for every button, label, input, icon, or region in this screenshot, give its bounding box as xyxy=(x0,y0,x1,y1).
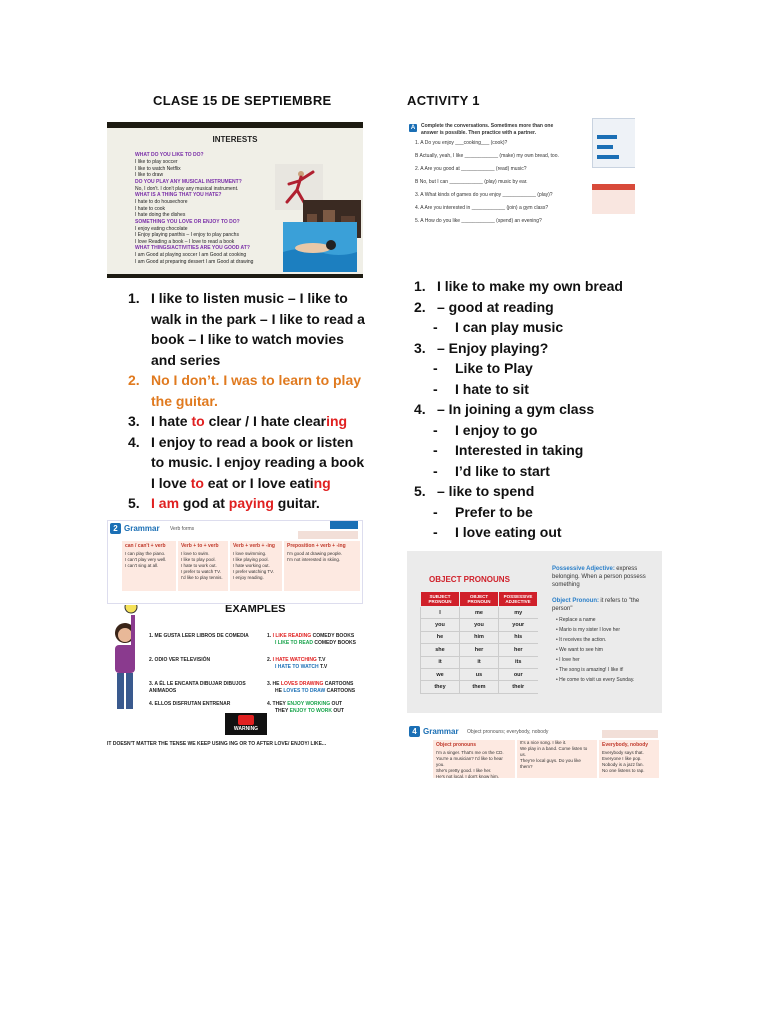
pronoun-bullet: • The song is amazing! I like it! xyxy=(556,667,624,673)
grammar-box-line: He's not local. I don't know him. xyxy=(436,774,499,779)
grammar-box-line: I hate to work out. xyxy=(181,563,217,568)
list-number: - xyxy=(433,462,438,479)
pronoun-cell: they xyxy=(421,681,460,693)
grammar2-number: 4 xyxy=(409,726,420,737)
grammar-box-line: They're local guys. Do you like them? xyxy=(520,758,581,769)
interests-answer: No, I don't. I don't play any musical instrument. xyxy=(135,185,239,192)
list-text xyxy=(151,372,361,388)
grammar-box-heading: Verb + to + verb xyxy=(181,543,219,549)
grammar-box-line: It's a nice song. I like it. xyxy=(520,740,567,745)
activity-letter: A xyxy=(410,125,416,131)
grammar-box-line: I enjoy reading. xyxy=(233,575,264,580)
pronoun-cell: she xyxy=(421,644,460,656)
list-text: I love eating out xyxy=(455,524,562,540)
grammar-box xyxy=(284,541,360,591)
interests-answer: I Enjoy playing panthis – I enjoy to play panchs xyxy=(135,232,239,238)
list-segment: guitar. xyxy=(273,495,320,511)
list-number: 2. xyxy=(128,372,140,388)
list-text: – like to spend xyxy=(437,483,535,499)
interests-answer: I like to watch Netflix xyxy=(135,165,181,172)
interests-answer: I like to play soccer xyxy=(135,159,178,165)
pronoun-cell: it xyxy=(460,656,499,668)
example-segment: I HATE TO WATCH xyxy=(275,663,319,670)
grammar-box xyxy=(230,541,282,591)
list-segment: to xyxy=(190,474,204,491)
interests-question: WHAT DO YOU LIKE TO DO? xyxy=(135,152,204,158)
obj-label: Object Pronoun: xyxy=(552,598,599,604)
grammar-box-line: You're a musician? I'd like to hear you. xyxy=(436,756,503,767)
list-text: Interested in taking xyxy=(455,442,584,458)
grammar-box-line: I'm good at drawing people. xyxy=(287,551,343,556)
grammar-extra-practice xyxy=(298,531,358,539)
grammar-box-line: No one listens to rap. xyxy=(602,768,645,773)
right-heading: ACTIVITY 1 xyxy=(407,93,480,108)
grammar-box xyxy=(122,541,176,591)
grammar-box-line: Everyone I like pop. xyxy=(602,756,642,761)
list-text: Like to Play xyxy=(455,360,533,376)
pronoun-cell: her xyxy=(499,644,538,656)
pronoun-cell: you xyxy=(460,619,499,631)
example-english xyxy=(267,681,363,694)
pronoun-row xyxy=(421,656,538,668)
grammar-box-line: We play in a band. Come listen to us. xyxy=(520,746,588,757)
list-number: 5. xyxy=(414,483,426,499)
grammar2-title: Grammar xyxy=(423,727,459,736)
grammar-verb-forms-image xyxy=(107,520,363,604)
example-english xyxy=(267,657,363,670)
list-segment: I hate xyxy=(151,413,192,429)
example-segment: LOVES DRAWING xyxy=(280,681,324,687)
activity-image xyxy=(407,118,635,263)
list-segment: clear / I hate clear xyxy=(204,413,327,429)
interests-question: SOMETHING YOU LOVE OR ENJOY TO DO? xyxy=(135,218,240,225)
right-list-item xyxy=(393,317,693,338)
right-list-item xyxy=(393,461,693,482)
pronoun-cell: us xyxy=(460,668,499,680)
left-heading: CLASE 15 DE SEPTIEMBRE xyxy=(153,93,332,108)
activity-line: 2. A Are you good at ____________ (read) music? xyxy=(415,166,527,172)
right-list-item xyxy=(393,399,693,420)
pronoun-bullet: • Mario is my sister I love her xyxy=(556,627,620,633)
warning-sign xyxy=(225,713,267,735)
list-segment: ing xyxy=(326,413,348,429)
interests-lines xyxy=(135,152,285,265)
grammar-box-line: I can play the piano. xyxy=(125,551,166,556)
activity-lines xyxy=(415,140,575,231)
list-number: 2. xyxy=(414,298,426,315)
interests-answer: I enjoy eating chocolate xyxy=(135,225,188,232)
activity-instruction: Complete the conversations. Sometimes more than one answer is possible. Then practice with a partner. xyxy=(421,123,554,136)
left-list-item xyxy=(107,411,377,432)
grammar-box-line: I hate working out. xyxy=(233,563,270,568)
pronoun-row xyxy=(421,619,538,631)
pronoun-bullet: • He come to visit us every Sunday. xyxy=(556,677,635,683)
interests-question: WHAT THINGS/ACTIVITIES ARE YOU GOOD AT? xyxy=(135,245,250,251)
pronoun-bullet: • We want to see him xyxy=(556,647,603,653)
list-segment: eat or I love eati xyxy=(203,474,314,491)
obj-text: it refers to "the person" xyxy=(552,598,640,612)
list-continuation: walk in the park – I like to read a xyxy=(151,310,365,327)
example-segment: CARTOONS xyxy=(325,687,356,694)
list-text: I like to make my own bread xyxy=(437,278,623,294)
left-list-item xyxy=(107,370,377,411)
pronoun-cell: his xyxy=(499,631,538,643)
example-segment: I HATE WATCHING xyxy=(272,657,317,663)
pronoun-bullet: • It receives the action. xyxy=(556,637,607,643)
interests-image xyxy=(107,122,363,278)
list-segment: god at xyxy=(179,495,229,511)
activity-line: 3. A What kinds of games do you enjoy ____________ (play)? xyxy=(415,192,553,198)
example-spanish: 4. ELLOS DISFRUTAN ENTRENAR xyxy=(149,701,231,707)
pronoun-cell: me xyxy=(460,607,499,619)
activity-line: 1. A Do you enjoy ___cooking___ (cook)? xyxy=(415,140,508,146)
list-segment: I enjoy to read a book or listen xyxy=(151,433,354,450)
list-text: – Enjoy playing? xyxy=(437,339,549,356)
right-list-item xyxy=(393,481,693,502)
list-segment: I am xyxy=(151,495,180,511)
grammar-box xyxy=(517,740,597,778)
pronoun-cell: him xyxy=(460,631,499,643)
pronouns-title: OBJECT PRONOUNS xyxy=(429,575,510,584)
list-text xyxy=(151,290,348,306)
example-segment: COMEDY BOOKS xyxy=(312,639,356,646)
list-segment: I like to listen music – I like to xyxy=(151,290,348,306)
list-continuation: the guitar. xyxy=(151,392,218,409)
list-number: 1. xyxy=(128,290,140,306)
list-text: – good at reading xyxy=(437,298,554,315)
pronoun-row xyxy=(421,668,538,680)
left-list-item xyxy=(107,288,377,370)
pronoun-cell: you xyxy=(421,619,460,631)
list-number: 1. xyxy=(414,278,426,294)
activity-line: 4. A Are you interested in ____________ (join) a gym class? xyxy=(415,205,549,211)
grammar-box-line: I like to play pool. xyxy=(181,557,216,562)
list-number: 4. xyxy=(414,401,426,417)
example-spanish: 1. ME GUSTA LEER LIBROS DE COMEDIA xyxy=(149,633,249,639)
list-continuation: to music. I enjoy reading a book xyxy=(151,454,365,470)
grammar-number: 2 xyxy=(110,523,121,534)
pronoun-cell: he xyxy=(421,631,460,643)
right-answer-list xyxy=(393,276,693,543)
example-segment: 1. xyxy=(267,633,273,639)
activity-line: B Actually, yeah, I like ____________ (make) my own bread, too. xyxy=(415,153,559,159)
grammar-box-line: Nobody is a jazz fan. xyxy=(602,762,644,767)
grammar-box-line: I love swimming. xyxy=(233,551,267,556)
example-segment: COMEDY BOOKS xyxy=(311,633,355,639)
pronoun-bullet: • I love her xyxy=(556,657,580,663)
right-list-item xyxy=(393,440,693,461)
pronoun-cell: its xyxy=(499,656,538,668)
grammar-box-line: I prefer to watch TV. xyxy=(181,569,222,574)
grammar-box-line: She's pretty good. I like her. xyxy=(436,768,492,773)
example-segment: 2. xyxy=(267,657,273,663)
grammar-box-heading: Verb + verb + -ing xyxy=(233,543,275,549)
grammar-box-line: I'm a singer. That's me on the CD. xyxy=(436,750,504,755)
grammar-box-heading: Preposition + verb + -ing xyxy=(287,543,346,549)
example-segment: THEY xyxy=(275,707,290,714)
right-list-item xyxy=(393,297,693,318)
interests-question: WHAT IS A THING THAT YOU HATE? xyxy=(135,192,222,198)
grammar2-subtitle: Object pronouns; everybody, nobody xyxy=(467,729,549,735)
interests-answer: I hate doing the dishes xyxy=(135,212,186,218)
examples-image xyxy=(107,605,363,751)
example-segment: 4. THEY xyxy=(267,701,288,707)
list-number: - xyxy=(433,442,438,458)
example-segment: I LIKE READING xyxy=(272,633,312,639)
list-continuation: book – I like to watch movies xyxy=(151,331,344,347)
example-segment: CARTOONS xyxy=(323,681,354,687)
examples-footer: IT DOESN'T MATTER THE TENSE WE KEEP USING ING OR TO AFTER LOVE/ ENJOY/ LIKE... xyxy=(107,741,327,747)
example-segment: I LIKE TO READ xyxy=(275,639,313,646)
right-list-item xyxy=(393,338,693,359)
list-number: - xyxy=(433,421,438,438)
pronoun-cell: it xyxy=(421,656,460,668)
example-segment: OUT xyxy=(331,707,344,714)
right-list-item xyxy=(393,276,693,297)
grammar-box xyxy=(178,541,228,591)
pronoun-cell: her xyxy=(460,644,499,656)
interests-question: DO YOU PLAY ANY MUSICAL INSTRUMENT? xyxy=(135,178,242,185)
interests-answer: I am Good at preparing dessert I am Good at drawing xyxy=(135,258,254,265)
left-answer-list xyxy=(107,288,377,514)
grammar-box-line: I'm not interested in skiing. xyxy=(287,557,341,562)
pronoun-header: SUBJECT PRONOUN xyxy=(421,592,460,607)
list-number: - xyxy=(433,524,438,540)
interests-answer: I love Reading a book – I love to read a book xyxy=(135,238,235,245)
poss-text: express belonging. When a person possess something xyxy=(552,566,646,588)
grammar-box xyxy=(599,740,659,778)
example-spanish: 2. ODIO VER TELEVISIÓN xyxy=(149,657,211,663)
list-number: 3. xyxy=(128,413,140,429)
list-number: - xyxy=(433,319,438,335)
list-text xyxy=(151,413,347,429)
right-list-item xyxy=(393,522,693,543)
avatar-figure xyxy=(107,605,143,719)
example-segment: ENJOY WORKING xyxy=(287,701,331,707)
grammar-title: Grammar xyxy=(124,524,160,533)
activity-side-box-2 xyxy=(592,184,635,214)
right-list-item xyxy=(393,502,693,523)
pronoun-cell: our xyxy=(499,668,538,680)
list-text: I can play music xyxy=(455,319,564,335)
warning-label: WARNING xyxy=(233,726,259,732)
pronoun-cell: I xyxy=(421,607,460,619)
list-number: 4. xyxy=(128,433,140,450)
interests-answer: I am Good at playing soccer I am Good at cooking xyxy=(135,252,247,258)
list-segment: ng xyxy=(313,474,331,491)
grammar-box-line: I'd like to play tennis. xyxy=(181,575,223,580)
pronoun-cell: my xyxy=(499,607,538,619)
example-line xyxy=(267,708,363,715)
pronoun-cell: them xyxy=(460,681,499,693)
interests-answer: I hate to do housechore xyxy=(135,199,188,205)
pronoun-cell: their xyxy=(499,681,538,693)
grammar-box-heading: Object pronouns xyxy=(436,742,476,748)
grammar-box-line: I can't play very well. xyxy=(125,557,167,562)
example-line xyxy=(267,640,363,647)
list-segment: to xyxy=(191,413,205,429)
left-list-item xyxy=(107,493,377,514)
interests-title: INTERESTS xyxy=(212,135,258,144)
list-text: Prefer to be xyxy=(455,503,533,520)
pronouns-notes xyxy=(552,565,660,687)
grammar-box-line: I prefer watching TV. xyxy=(233,569,275,574)
grammar-box-line: Everybody says that. xyxy=(602,750,644,755)
example-spanish: 3. A ÉL LE ENCANTA DIBUJAR DIBUJOS ANIMADOS xyxy=(149,681,246,694)
object-pronouns-image xyxy=(407,551,662,713)
list-number: - xyxy=(433,360,438,376)
poss-label: Possessive Adjective: xyxy=(552,566,615,572)
example-segment: OUT xyxy=(330,701,343,707)
activity-side-box xyxy=(592,118,635,168)
right-list-item xyxy=(393,379,693,400)
example-segment: T.V xyxy=(318,663,328,670)
list-text xyxy=(151,495,320,511)
pronoun-row xyxy=(421,644,538,656)
grammar-box xyxy=(433,740,515,778)
list-text: I hate to sit xyxy=(455,380,529,397)
right-list-item xyxy=(393,358,693,379)
list-segment: I love xyxy=(151,474,191,491)
example-segment: ENJOY TO WORK xyxy=(289,707,332,714)
interests-answer: I hate to cook xyxy=(135,205,166,212)
grammar-box-line: I can't sing at all. xyxy=(125,563,159,568)
swimmer-photo xyxy=(283,222,357,272)
example-segment: 3. HE xyxy=(267,681,281,687)
example-english xyxy=(267,701,363,714)
grammar-box-heading: Everybody, nobody xyxy=(602,742,649,748)
example-line xyxy=(267,688,363,695)
list-text: I’d like to start xyxy=(455,462,550,479)
grammar-subtitle: Verb forms xyxy=(170,526,195,532)
list-segment: No I don’t. I was to learn to play xyxy=(151,372,362,388)
list-number: 3. xyxy=(414,339,426,356)
example-line xyxy=(267,664,363,671)
grammar-object-pronouns-image xyxy=(407,722,662,780)
grammar2-extra-practice xyxy=(602,730,658,738)
example-segment: T.V xyxy=(316,657,326,663)
grammar-tag xyxy=(330,521,358,529)
pronoun-row xyxy=(421,607,538,619)
right-list-item xyxy=(393,420,693,441)
grammar-box-line: I love to swim. xyxy=(181,551,210,556)
example-english xyxy=(267,633,363,646)
examples-title: EXAMPLES xyxy=(225,605,286,615)
grammar-box-line: I like playing pool. xyxy=(233,557,269,562)
activity-line: 5. A How do you like ____________ (spend) an evening? xyxy=(415,218,542,224)
interests-answer: I like to draw xyxy=(135,172,164,178)
list-continuation xyxy=(151,473,377,494)
pronoun-bullet: • Replace a name xyxy=(556,617,596,623)
list-segment: paying xyxy=(228,495,274,511)
list-number: - xyxy=(433,503,438,520)
pronoun-cell: your xyxy=(499,619,538,631)
example-segment: HE xyxy=(275,687,284,694)
pronoun-cell: we xyxy=(421,668,460,680)
left-list-item xyxy=(107,432,377,494)
pronouns-table xyxy=(420,591,538,694)
list-text xyxy=(151,434,353,450)
pronoun-header: OBJECT PRONOUN xyxy=(460,592,499,607)
list-text: I enjoy to go xyxy=(455,421,538,438)
list-continuation: and series xyxy=(151,351,221,368)
grammar-box-heading: can / can't + verb xyxy=(125,543,166,549)
list-text: – In joining a gym class xyxy=(437,401,595,417)
example-segment: LOVES TO DRAW xyxy=(283,687,326,694)
list-number: - xyxy=(433,380,438,397)
pronoun-header: POSSESSIVE ADJECTIVE xyxy=(499,592,538,607)
pronoun-row xyxy=(421,631,538,643)
pronoun-row xyxy=(421,681,538,693)
list-number: 5. xyxy=(128,495,140,511)
activity-line: B No, but I can ____________ (play) music by ear. xyxy=(415,179,528,185)
